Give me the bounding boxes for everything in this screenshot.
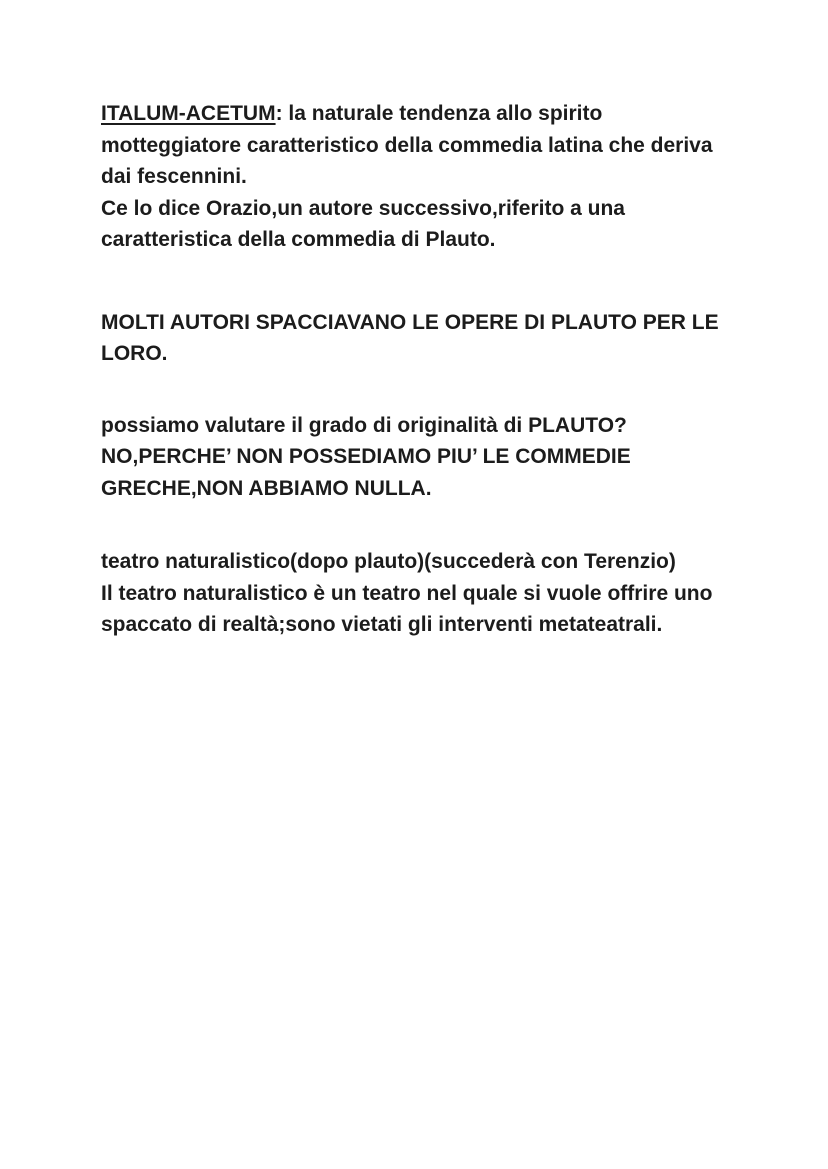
orazio-note: Ce lo dice Orazio,un autore successivo,riferito a una caratteristica della commedia di Plauto. [101,196,625,251]
spacer [101,370,741,410]
document-body [101,98,741,641]
spacer [101,256,741,307]
term-italum-acetum: ITALUM-ACETUM [101,102,276,125]
naturalistic-theatre-body: Il teatro naturalistico è un teatro nel quale si vuole offrire uno spaccato di realtà;sono vietati gli interventi metateatrali. [101,581,713,636]
italum-acetum-definition [101,98,741,193]
naturalistic-theatre-heading: teatro naturalistico(dopo plauto)(succederà con Terenzio) [101,550,676,573]
term-definition-text: : la naturale tendenza allo spirito motteggiatore caratteristico della commedia latina che deriva dai fescennini. [101,102,713,188]
originality-answer: NO,PERCHE’ NON POSSEDIAMO PIU’ LE COMMEDIE GRECHE,NON ABBIAMO NULLA. [101,445,631,500]
spacer [101,504,741,546]
originality-question: possiamo valutare il grado di originalità di PLAUTO? [101,413,627,437]
authors-statement: MOLTI AUTORI SPACCIAVANO LE OPERE DI PLAUTO PER LE LORO. [101,310,719,365]
